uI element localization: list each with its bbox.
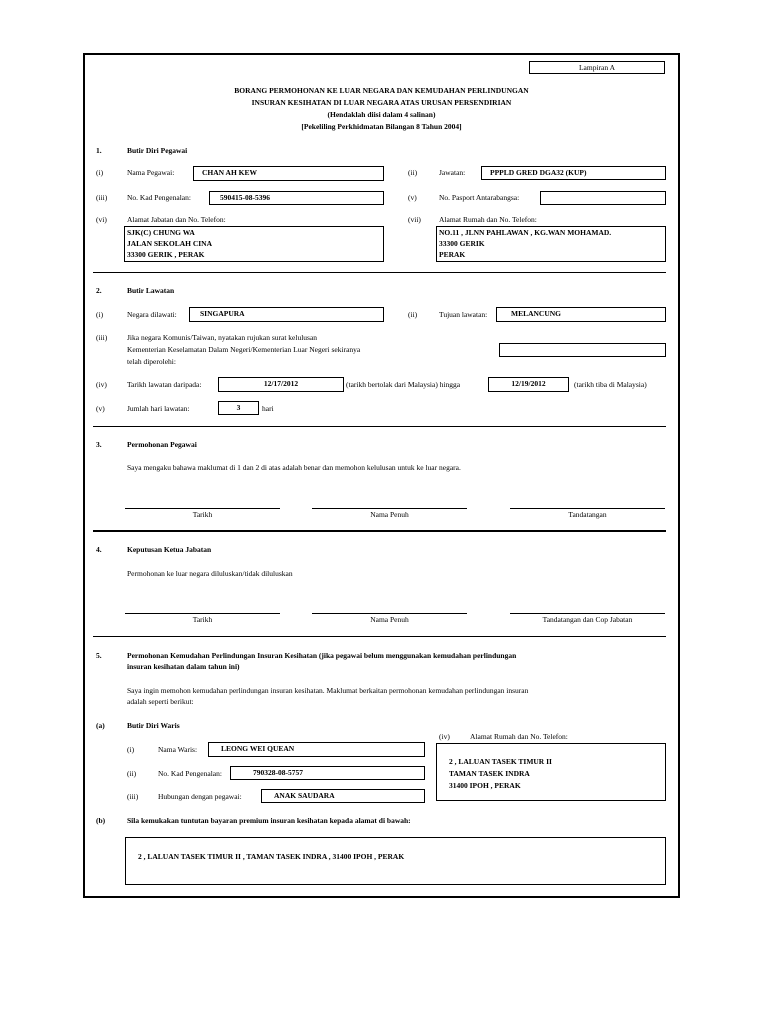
nama-pegawai-label: Nama Pegawai:	[127, 168, 175, 177]
s3-sig-line-1	[125, 508, 280, 509]
s5a-ii-num: (ii)	[127, 769, 137, 778]
s4-sig-line-3	[510, 613, 665, 614]
jumlah-hari-label: Jumlah hari lawatan:	[127, 404, 190, 413]
s1-vii-num: (vii)	[408, 215, 421, 224]
s4-number: 4.	[96, 545, 102, 554]
divider-2	[93, 426, 666, 427]
negara-field[interactable]	[189, 307, 384, 322]
alamat-jabatan-line-3: 33300 GERIK , PERAK	[127, 250, 205, 259]
nama-pegawai-field[interactable]	[193, 166, 384, 181]
waris-alamat-field[interactable]	[436, 743, 666, 801]
tarikh-bertolak-note: (tarikh bertolak dari Malaysia) hingga	[346, 380, 461, 389]
nama-waris-label: Nama Waris:	[158, 745, 198, 754]
s2-v-num: (v)	[96, 404, 105, 413]
s2-number: 2.	[96, 286, 102, 295]
s3-number: 3.	[96, 440, 102, 449]
waris-alamat-line-3: 31400 IPOH , PERAK	[449, 781, 521, 790]
alamat-tuntutan-value: 2 , LALUAN TASEK TIMUR II , TAMAN TASEK INDRA , 31400 IPOH , PERAK	[138, 852, 405, 861]
tarikh-bertolak-value: 12/17/2012	[263, 379, 299, 388]
s5-intro-line-1: Saya ingin memohon kemudahan perlindungan insuran kesihatan. Maklumat berkaitan permohonan kemudahan perlindungan insuran	[127, 686, 529, 695]
jawatan-value: PPPLD GRED DGA32 (KUP)	[490, 168, 587, 177]
tarikh-lawatan-label: Tarikh lawatan daripada:	[127, 380, 202, 389]
jumlah-hari-unit: hari	[262, 404, 274, 413]
alamat-jabatan-label: Alamat Jabatan dan No. Telefon:	[127, 215, 226, 224]
rujukan-field[interactable]	[499, 343, 666, 357]
s5-number: 5.	[96, 651, 102, 660]
s3-sig-line-2	[312, 508, 467, 509]
s1-iii-num: (iii)	[96, 193, 108, 202]
kad-pengenalan-label: No. Kad Pengenalan:	[127, 193, 191, 202]
title-line-1: BORANG PERMOHONAN KE LUAR NEGARA DAN KEMUDAHAN PERLINDUNGAN	[234, 86, 529, 95]
negara-value: SINGAPURA	[200, 309, 245, 318]
s3-tandatangan-caption: Tandatangan	[568, 510, 607, 519]
kad-pengenalan-value: 590415-08-5396	[220, 193, 270, 202]
s1-heading: Butir Diri Pegawai	[127, 146, 188, 155]
tarikh-tiba-note: (tarikh tiba di Malaysia)	[574, 380, 647, 389]
s2-iii-num: (iii)	[96, 333, 108, 342]
lampiran-box	[529, 61, 665, 74]
waris-alamat-line-1: 2 , LALUAN TASEK TIMUR II	[449, 757, 552, 766]
waris-kad-field[interactable]	[230, 766, 425, 780]
divider-4	[93, 636, 666, 637]
s3-sig-line-3	[510, 508, 665, 509]
negara-label: Negara dilawati:	[127, 310, 177, 319]
s5a-number: (a)	[96, 721, 105, 730]
s1-ii-num: (ii)	[408, 168, 418, 177]
jumlah-hari-value: 3	[236, 403, 241, 412]
s2-heading: Butir Lawatan	[127, 286, 175, 295]
hubungan-label: Hubungan dengan pegawai:	[158, 792, 242, 801]
tujuan-label: Tujuan lawatan:	[439, 310, 488, 319]
s3-tarikh-caption: Tarikh	[192, 510, 213, 519]
hubungan-field[interactable]	[261, 789, 425, 803]
s4-tandatangan-caption: Tandatangan dan Cop Jabatan	[542, 615, 633, 624]
alamat-jabatan-line-2: JALAN SEKOLAH CINA	[127, 239, 213, 248]
s5b-number: (b)	[96, 816, 106, 825]
jawatan-label: Jawatan:	[439, 168, 466, 177]
rujukan-line-1: Jika negara Komunis/Taiwan, nyatakan rujukan surat kelulusan	[127, 333, 318, 342]
divider-1	[93, 272, 666, 273]
alamat-rumah-line-3: PERAK	[439, 250, 466, 259]
nama-waris-field[interactable]	[208, 742, 425, 757]
hubungan-value: ANAK SAUDARA	[274, 791, 335, 800]
waris-alamat-label: Alamat Rumah dan No. Telefon:	[470, 732, 568, 741]
divider-3	[93, 530, 666, 532]
s4-decision: Permohonan ke luar negara diluluskan/tidak diluluskan	[127, 569, 293, 578]
s4-sig-line-1	[125, 613, 280, 614]
title-line-3: (Hendaklah diisi dalam 4 salinan)	[327, 110, 436, 119]
s5-heading-line-2: insuran kesihatan dalam tahun ini)	[127, 662, 240, 671]
tujuan-field[interactable]	[496, 307, 666, 322]
s1-v-num: (v)	[408, 193, 417, 202]
tarikh-tiba-field[interactable]	[488, 377, 569, 392]
s2-i-num: (i)	[96, 310, 104, 319]
s5a-heading: Butir Diri Waris	[127, 721, 180, 730]
alamat-jabatan-line-1: SJK(C) CHUNG WA	[127, 228, 195, 237]
s3-heading: Permohonan Pegawai	[127, 440, 197, 449]
s1-vi-num: (vi)	[96, 215, 107, 224]
pasport-label: No. Pasport Antarabangsa:	[439, 193, 520, 202]
s1-i-num: (i)	[96, 168, 104, 177]
alamat-rumah-line-1: NO.11 , JLNN PAHLAWAN , KG.WAN MOHAMAD.	[439, 228, 612, 237]
nama-waris-value: LEONG WEI QUEAN	[221, 744, 295, 753]
title-line-2: INSURAN KESIHATAN DI LUAR NEGARA ATAS URUSAN PERSENDIRIAN	[251, 98, 512, 107]
rujukan-line-3: telah diperolehi:	[127, 357, 176, 366]
pasport-field[interactable]	[540, 191, 666, 205]
s4-nama-caption: Nama Penuh	[370, 615, 409, 624]
lampiran-label: Lampiran A	[578, 63, 616, 72]
title-line-4: [Pekeliling Perkhidmatan Bilangan 8 Tahun 2004]	[301, 122, 462, 131]
s5-intro-line-2: adalah seperti berikut:	[127, 697, 194, 706]
nama-pegawai-value: CHAN AH KEW	[202, 168, 258, 177]
s3-declaration: Saya mengaku bahawa maklumat di 1 dan 2 di atas adalah benar dan memohon kelulusan untuk ke luar negara.	[127, 463, 461, 472]
alamat-rumah-line-2: 33300 GERIK	[439, 239, 485, 248]
s5a-iii-num: (iii)	[127, 792, 139, 801]
jumlah-hari-field[interactable]	[218, 401, 259, 415]
s4-tarikh-caption: Tarikh	[192, 615, 213, 624]
alamat-jabatan-field[interactable]	[124, 226, 384, 262]
waris-alamat-line-2: TAMAN TASEK INDRA	[449, 769, 530, 778]
waris-kad-value: 790328-08-5757	[253, 768, 303, 777]
waris-kad-label: No. Kad Pengenalan:	[158, 769, 222, 778]
s2-ii-num: (ii)	[408, 310, 418, 319]
s4-sig-line-2	[312, 613, 467, 614]
s3-nama-caption: Nama Penuh	[370, 510, 409, 519]
alamat-rumah-label: Alamat Rumah dan No. Telefon:	[439, 215, 537, 224]
s5a-i-num: (i)	[127, 745, 135, 754]
tujuan-value: MELANCUNG	[511, 309, 561, 318]
s4-heading: Keputusan Ketua Jabatan	[127, 545, 212, 554]
kad-pengenalan-field[interactable]	[209, 191, 384, 205]
tarikh-bertolak-field[interactable]	[218, 377, 344, 392]
s5a-iv-num: (iv)	[439, 732, 450, 741]
alamat-tuntutan-field[interactable]	[125, 837, 666, 885]
s5-heading-line-1: Permohonan Kemudahan Perlindungan Insuran Kesihatan (jika pegawai belum menggunakan kemudahan perlindungan	[127, 651, 517, 660]
s1-number: 1.	[96, 146, 102, 155]
rujukan-line-2: Kementerian Keselamatan Dalam Negeri/Kementerian Luar Negeri sekiranya	[127, 345, 361, 354]
s5b-heading: Sila kemukakan tuntutan bayaran premium insuran kesihatan kepada alamat di bawah:	[127, 816, 411, 825]
s2-iv-num: (iv)	[96, 380, 107, 389]
jawatan-field[interactable]	[481, 166, 666, 180]
alamat-rumah-field[interactable]	[436, 226, 666, 262]
tarikh-tiba-value: 12/19/2012	[511, 379, 546, 388]
